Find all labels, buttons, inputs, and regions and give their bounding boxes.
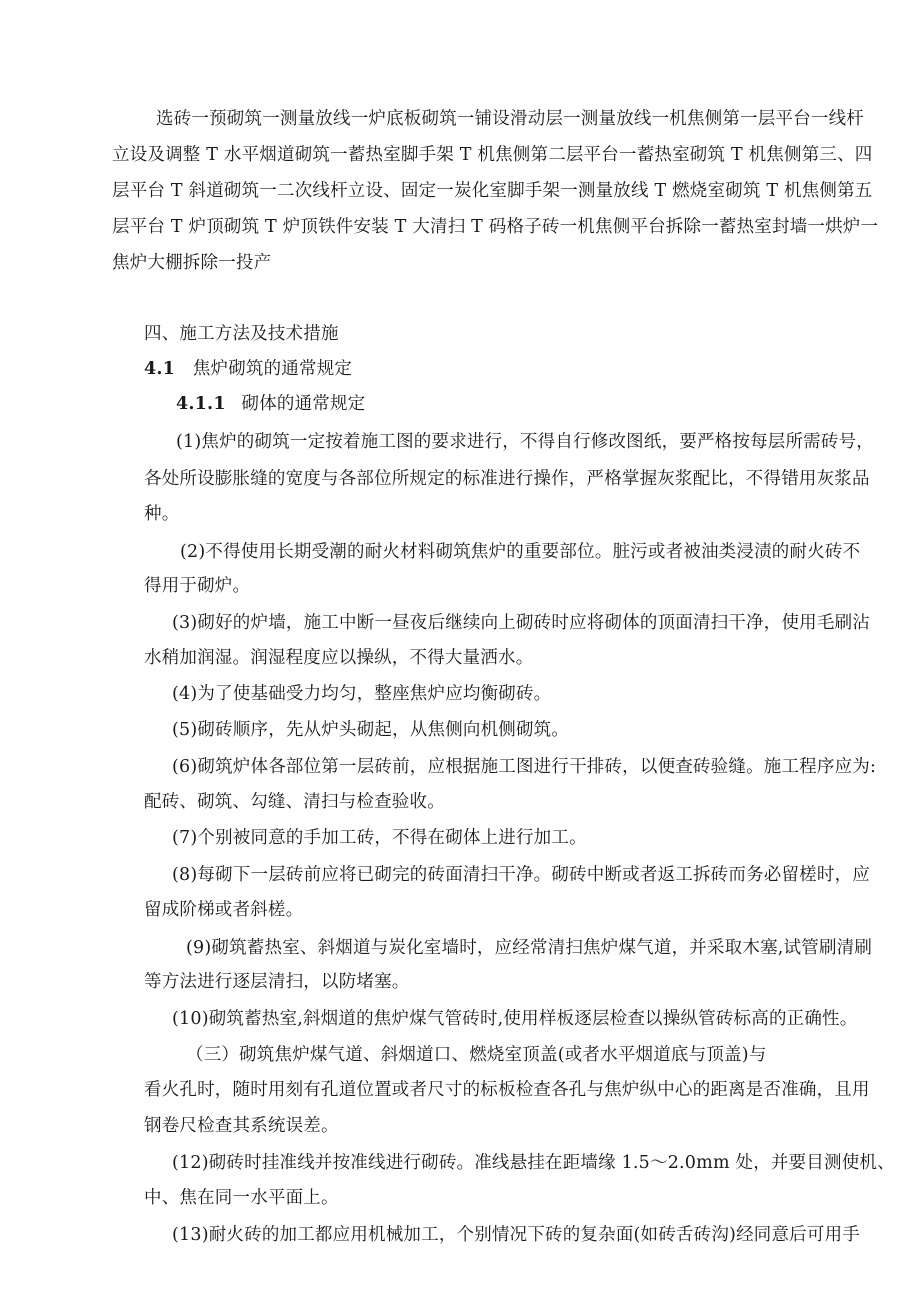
text-line: 选砖一预砌筑一测量放线一炉底板砌筑一铺设滑动层一测量放线一机焦侧第一层平台一线杆 <box>156 109 864 129</box>
text-line: (12)砌砖时挂准线并按准线进行砌砖。准线悬挂在距墙缘 1.5～2.0mm 处，并要目测使机、 <box>172 1153 895 1173</box>
text-line: 层平台 T 炉顶砌筑 T 炉顶铁件安装 T 大清扫 T 码格子砖一机焦侧平台拆除一蓄热室封墙一烘炉一 <box>112 217 879 237</box>
text-line: 立设及调整 T 水平烟道砌筑一蓄热室脚手架 T 机焦侧第二层平台一蓄热室砌筑 T 机焦侧第三、四 <box>112 145 873 165</box>
text-line: (3)砌好的炉墙，施工中断一昼夜后继续向上砌砖时应将砌体的顶面清扫干净，使用毛刷沾 <box>172 613 870 633</box>
text-line: 层平台 T 斜道砌筑一二次线杆立设、固定一炭化室脚手架一测量放线 T 燃烧室砌筑 T 机焦侧第五 <box>112 181 873 201</box>
text-line: 配砖、砌筑、勾缝、清扫与检查验收。 <box>144 792 445 812</box>
subsection-number: 4.1 <box>144 359 176 379</box>
subsubsection-number: 4.1.1 <box>176 394 226 414</box>
text-line: (13)耐火砖的加工都应用机械加工，个别情况下砖的复杂面(如砖舌砖沟)经同意后可用手 <box>172 1225 860 1245</box>
subsubsection-heading <box>176 392 365 416</box>
text-line: (9)砌筑蓄热室、斜烟道与炭化室墙时，应经常清扫焦炉煤气道，并采取木塞,试管刷清刷 <box>186 938 873 958</box>
text-line: （三）砌筑焦炉煤气道、斜烟道口、燃烧室顶盖(或者水平烟道底与顶盖)与 <box>186 1045 767 1065</box>
text-line: 等方法进行逐层清扫，以防堵塞。 <box>144 972 410 992</box>
text-line: 钢卷尺检查其系统误差。 <box>144 1116 339 1136</box>
section-heading: 四、施工方法及技术措施 <box>144 324 339 344</box>
text-line: (6)砌筑炉体各部位第一层砖前，应根据施工图进行干排砖，以便查砖验缝。施工程序应为: <box>172 757 877 777</box>
text-line: 种。 <box>144 504 180 524</box>
text-line: 得用于砌炉。 <box>144 576 251 596</box>
text-line: (5)砌砖顺序，先从炉头砌起，从焦侧向机侧砌筑。 <box>172 720 570 740</box>
text-line: 看火孔时，随时用刻有孔道位置或者尺寸的标板检查各孔与焦炉纵中心的距离是否准确，且用 <box>144 1080 870 1100</box>
subsection-title: 焦炉砌筑的通常规定 <box>192 359 353 379</box>
subsubsection-title: 砌体的通常规定 <box>241 394 366 414</box>
text-line: 中、焦在同一水平面上。 <box>144 1188 339 1208</box>
text-line: 焦炉大棚拆除一投产 <box>112 253 272 273</box>
text-line: 各处所设膨胀缝的宽度与各部位所规定的标准进行操作，严格掌握灰浆配比，不得错用灰浆品 <box>144 469 870 489</box>
text-line: (8)每砌下一层砖前应将已砌完的砖面清扫干净。砌砖中断或者返工拆砖而务必留槎时，应 <box>172 865 870 885</box>
text-line: 水稍加润湿。润湿程度应以操纵，不得大量洒水。 <box>144 648 534 668</box>
text-line: (7)个别被同意的手加工砖，不得在砌体上进行加工。 <box>172 828 587 848</box>
text-line: 留成阶梯或者斜槎。 <box>144 900 304 920</box>
text-line: (10)砌筑蓄热室,斜烟道的焦炉煤气管砖时,使用样板逐层检查以操纵管砖标高的正确性。 <box>172 1009 858 1029</box>
text-line: (4)为了使基础受力均匀，整座焦炉应均衡砌砖。 <box>172 684 552 704</box>
subsection-heading <box>144 357 352 381</box>
text-line: (1)焦炉的砌筑一定按着施工图的要求进行，不得自行修改图纸，要严格按每层所需砖号， <box>176 432 874 452</box>
text-line: (2)不得使用长期受潮的耐火材料砌筑焦炉的重要部位。脏污或者被油类浸渍的耐火砖不 <box>180 542 861 562</box>
